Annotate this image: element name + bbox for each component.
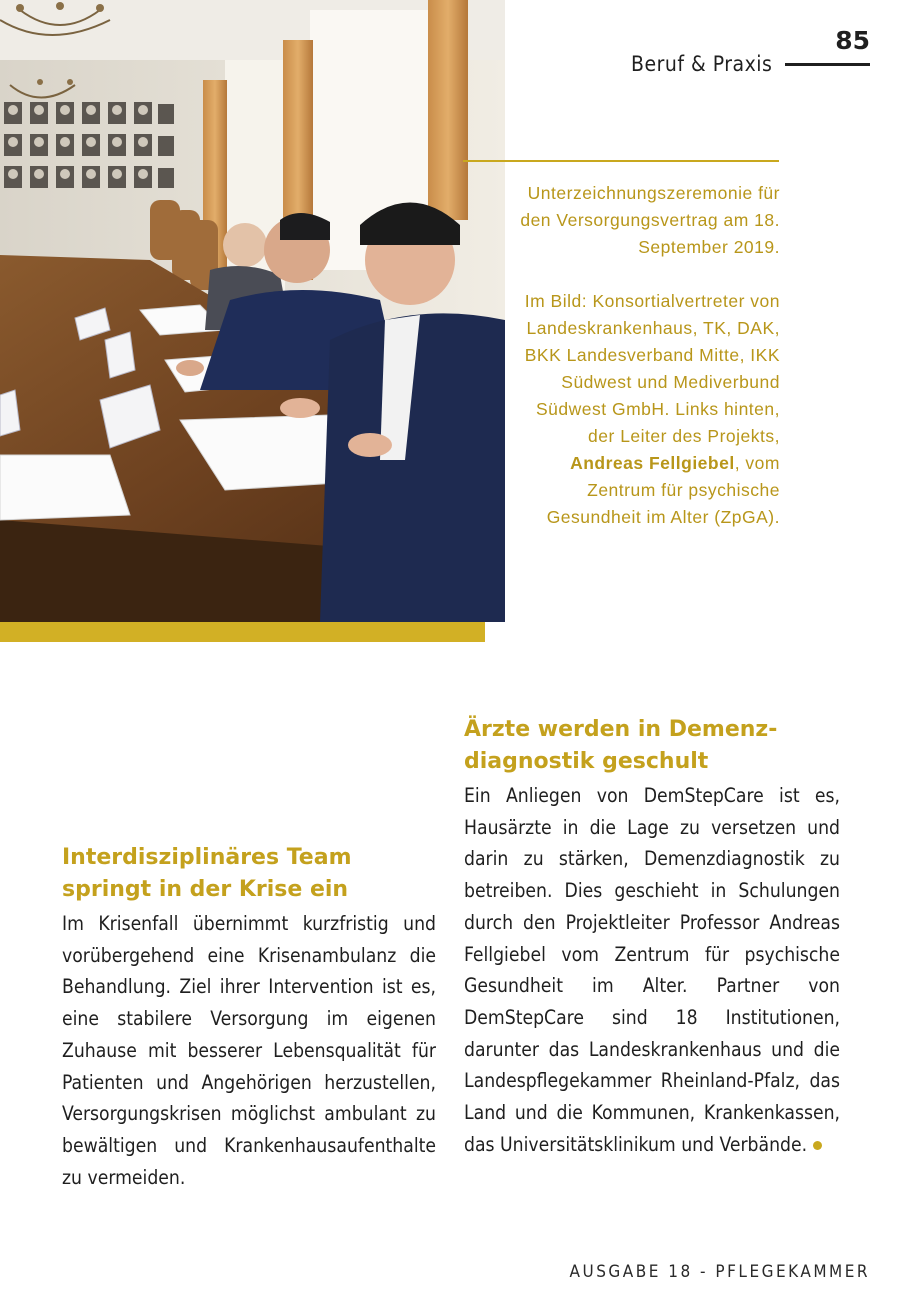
caption-text: Im Bild: Konsortialvertreter von Landeskrankenhaus, TK, DAK, BKK Landesverband Mitte, IKK Südwest und Mediverbund Südwest GmbH. Links hinten, der Leiter des Projekts, — [524, 291, 780, 446]
signing-ceremony-photo — [0, 0, 505, 622]
page-footer: AUSGABE 18 - PFLEGEKAMMER — [569, 1262, 870, 1282]
photo-accent-bar — [0, 622, 485, 642]
article-body-right — [464, 780, 840, 1160]
article-body-left: Im Krisenfall übernimmt kurzfristig und vorübergehend eine Krisenambulanz die Behandlung. Ziel ihrer Intervention ist es, eine stabilere Versorgung im eigenen Zuhause mit besserer Lebensqualität für Patienten und Angehörigen herzustellen, Versorgungskrisen möglichst ambulant zu bewältigen und Krankenhausaufenthalte zu vermeiden. — [62, 912, 436, 1189]
caption-rule — [463, 160, 779, 162]
article-heading-right: Ärzte werden in Demenzdiagnostik geschult — [464, 717, 778, 774]
caption-text-end: , vom Zentrum für psychische Gesundheit im Alter (ZpGA). — [546, 453, 780, 527]
photo-caption — [520, 180, 780, 531]
caption-paragraph-2 — [520, 288, 780, 531]
article-body-right-text: Ein Anliegen von DemStepCare ist es, Hausärzte in die Lage zu versetzen und darin zu stärken, Demenzdiagnostik zu betreiben. Dies geschieht in Schulungen durch den Projektleiter Professor Andreas Fellgiebel vom Zentrum für psychische Gesundheit im Alter. Partner von DemStepCare sind 18 Institutionen, darunter das Landeskrankenhaus und die Landespflegekammer Rheinland-Pfalz, das Land und die Kommunen, Krankenkassen, das Universitätsklinikum und Verbände. — [464, 784, 840, 1156]
article-end-dot — [813, 1141, 822, 1150]
caption-person-name: Andreas Fellgiebel — [570, 453, 735, 473]
page-number: 85 — [835, 26, 870, 55]
header-rule — [785, 63, 870, 66]
caption-paragraph-1: Unterzeichnungszeremonie für den Versorgungsvertrag am 18. September 2019. — [520, 183, 780, 257]
section-label: Beruf & Praxis — [631, 52, 773, 76]
article-heading-left: Interdisziplinäres Team springt in der Krise ein — [62, 845, 352, 902]
